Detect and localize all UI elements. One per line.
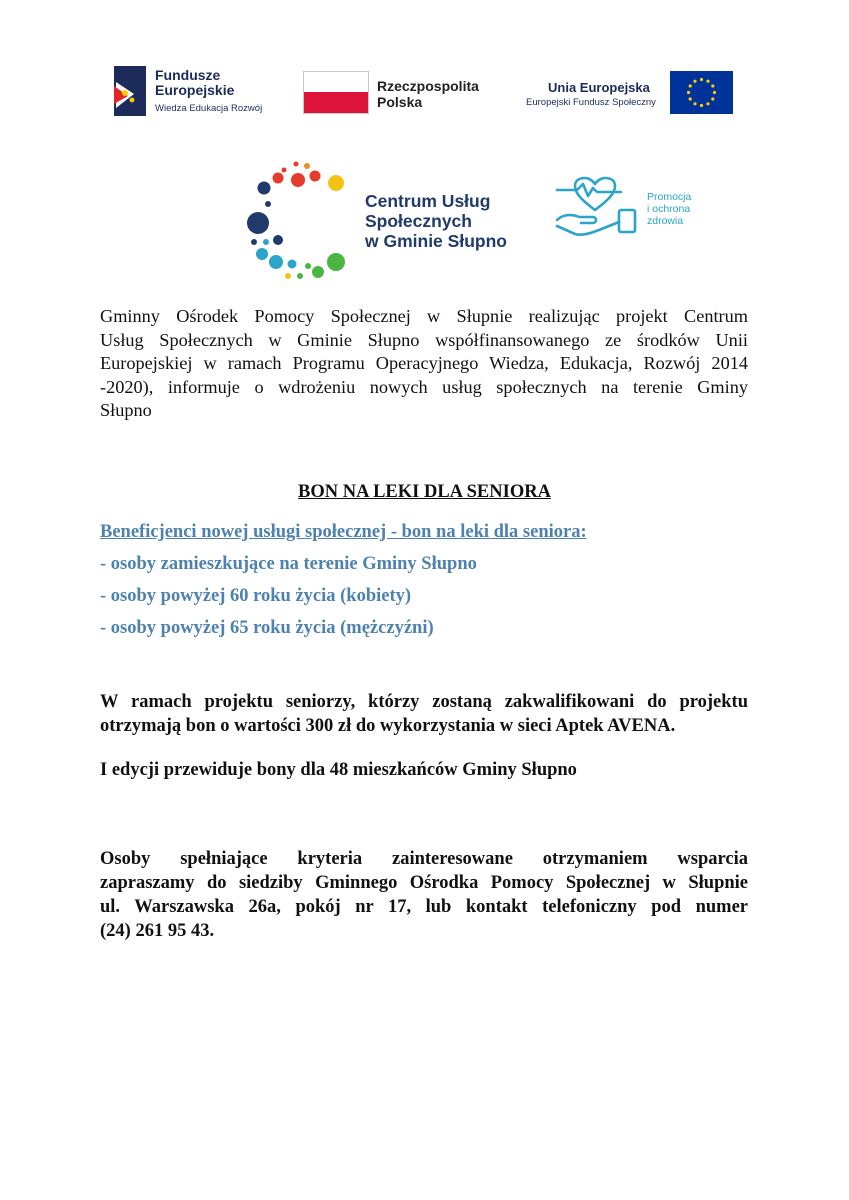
intro-line: -2020), informuje o wdrożeniu nowych usług społecznych na terenie Gminy (100, 376, 748, 397)
contact-line: zapraszamy do siedziby Gminnego Ośrodka Pomocy Społecznej w Słupnie (100, 873, 748, 893)
rzeczpospolita-line1: Rzeczpospolita (377, 78, 479, 94)
beneficiary-item: - osoby powyżej 60 roku życia (kobiety) (100, 586, 412, 606)
polish-flag-icon (303, 71, 369, 114)
fundusze-title (155, 68, 234, 98)
promocja-text (647, 191, 691, 227)
intro-line: Europejskiej w ramach Programu Operacyjnego Wiedza, Edukacja, Rozwój 2014 (100, 353, 748, 373)
intro-line: Usług Społecznych w Gminie Słupno współfinansowanego ze środków Unii (100, 329, 748, 350)
rzeczpospolita-line2: Polska (377, 94, 423, 110)
centrum-line3: w Gminie Słupno (365, 231, 507, 251)
promocja-line2: i ochrona (647, 203, 691, 215)
fundusze-europejskie-logo (112, 64, 148, 118)
beneficiary-item: - osoby powyżej 65 roku życia (mężczyźni) (100, 618, 434, 638)
contact-line: Osoby spełniające kryteria zainteresowane otrzymaniem wsparcia (100, 849, 748, 869)
promocja-line3: zdrowia (647, 215, 684, 227)
eu-flag-icon (670, 71, 733, 114)
contact-line: ul. Warszawska 26a, pokój nr 17, lub kontakt telefoniczny pod numer (100, 897, 748, 917)
fundusze-title-line2: Europejskie (155, 82, 235, 98)
intro-paragraph (100, 305, 748, 423)
centrum-line1: Centrum Usług (365, 191, 491, 211)
promocja-line1: Promocja (647, 191, 692, 203)
contact-line: (24) 261 95 43. (100, 921, 215, 941)
intro-line: Gminny Ośrodek Pomocy Społecznej w Słupnie realizując projekt Centrum (100, 306, 748, 326)
page-heading: BON NA LEKI DLA SENIORA (298, 482, 551, 502)
unia-title: Unia Europejska (548, 80, 650, 95)
rzeczpospolita-text (377, 78, 479, 110)
intro-line: Słupno (100, 400, 152, 420)
project-line: otrzymają bon o wartości 300 zł do wykorzystania w sieci Aptek AVENA. (100, 716, 676, 736)
centrum-line2: Społecznych (365, 211, 472, 231)
contact-paragraph (100, 847, 748, 943)
project-line: W ramach projektu seniorzy, którzy zostaną zakwalifikowani do projektu (100, 692, 748, 712)
centrum-dots-logo (240, 158, 355, 283)
fundusze-subtitle: Wiedza Edukacja Rozwój (155, 103, 263, 114)
beneficiaries-title: Beneficjenci nowej usługi społecznej - bon na leki dla seniora: (100, 522, 587, 542)
centrum-text (365, 191, 507, 251)
beneficiary-item: - osoby zamieszkujące na terenie Gminy Słupno (100, 554, 477, 574)
fundusze-title-line1: Fundusze (155, 67, 221, 83)
project-paragraph (100, 690, 748, 738)
unia-subtitle: Europejski Fundusz Społeczny (526, 97, 656, 108)
logo-bar (0, 0, 849, 130)
edition-paragraph: I edycji przewiduje bony dla 48 mieszkańców Gminy Słupno (100, 760, 577, 780)
hand-heart-icon (555, 176, 640, 238)
